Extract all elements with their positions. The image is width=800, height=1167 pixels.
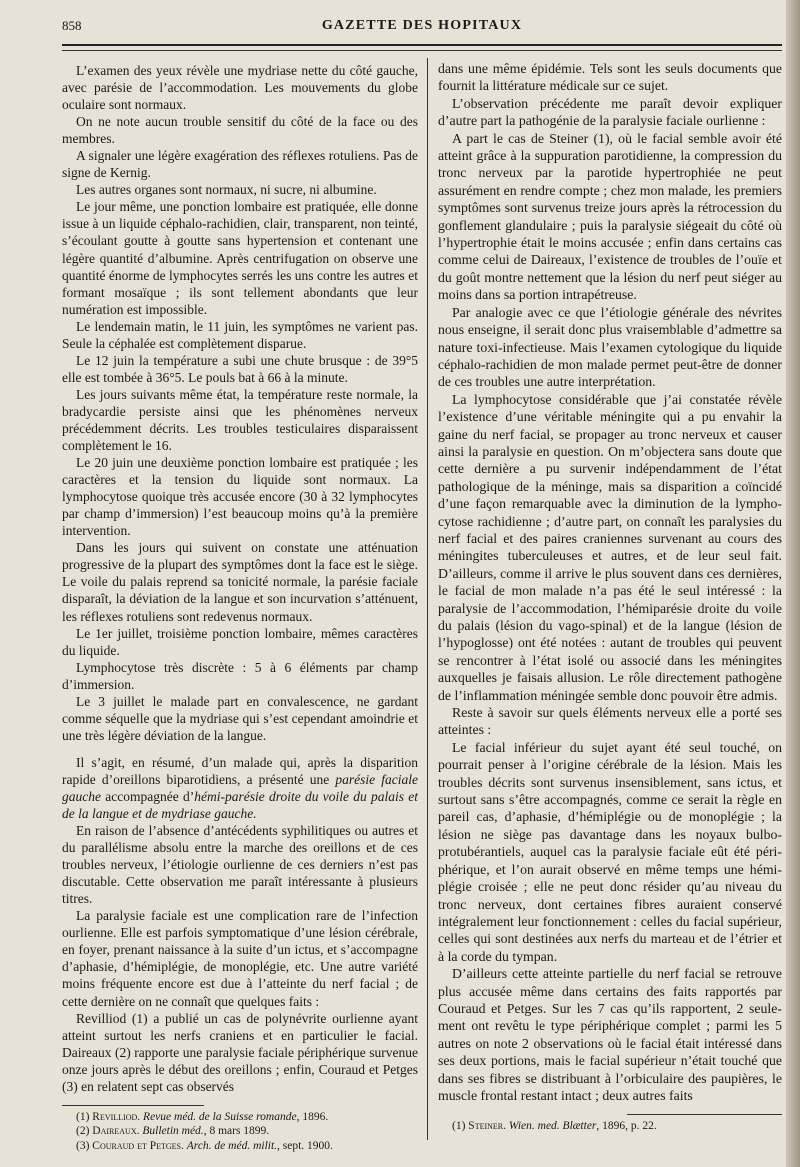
footnote-source: Bulletin méd. bbox=[142, 1125, 204, 1138]
paragraph: Le 3 juillet le malade part en convalescence, ne gardant comme séquelle que la mydriase qui s’est cependant amoindrie et une très légère déviation de la langue. bbox=[62, 693, 418, 743]
footnote-number: (1) bbox=[76, 1110, 90, 1123]
footnote bbox=[438, 1119, 782, 1134]
right-column bbox=[438, 60, 782, 1134]
footnote-rest: , sept. 1900. bbox=[277, 1139, 333, 1152]
paragraph: Les jours suivants même état, la température reste normale, la bradycardie persiste ainsi que les phénomènes nerveux précédemment décrits. Les troubles testiculaires disparaissent complètement le 16. bbox=[62, 386, 418, 454]
paragraph: La paralysie faciale est une complication rare de l’infection ourlienne. Elle est parfois symptomatique d’une lésion cérébrale, en foyer, prenant naissance à la suite d’un ictus, et s’accompagne d’aphasie, d’hémiplégie, de monoplégie, etc. Une autre variété moins fréquente encore est due à l’atteinte du nerf facial ; de cette dernière on ne connaît que quelques faits : bbox=[62, 908, 418, 1009]
paragraph: Le 1er juillet, troisième ponction lombaire, mêmes caractères du liquide. bbox=[62, 625, 418, 658]
header-rule-thick bbox=[62, 44, 782, 46]
footnote-number: (3) bbox=[76, 1139, 90, 1152]
paragraph: A part le cas de Steiner (1), où le facial semble avoir été atteint grâce à la suppuration parotidienne, la compression du tronc nerveux par la parotide hypertrophiée ne peut assurément en rendre compte ; chez mon malade, les premiers symptômes sont survenus treize jours après la rétrocession du gonflement glandulaire ; puis la paralysie siégeait du côté où l’hypertrophie était le moins accusée ; enfin dans certains cas comme celui de Daireaux, l’existence de troubles de l’ouïe et du goût montre nettement que la lésion du nerf peut siéger au moins dans sa portion intrapétreuse. bbox=[438, 130, 782, 303]
paragraph: Le lendemain matin, le 11 juin, les symptômes ne varient pas. Seule la céphalée est complètement disparue. bbox=[62, 318, 418, 351]
footnote-rest: , 8 mars 1899. bbox=[203, 1125, 270, 1138]
paragraph: dans une même épidémie. Tels sont les seuls documents que fournit la littérature médicale sur ce sujet. bbox=[438, 61, 782, 94]
paragraph: Le jour même, une ponction lombaire est pratiquée, elle donne issue à un liquide céphalo-rachidien, clair, transparent, non teinté, s’écoulant goutte à goutte sans hypertension et contenant une légère quantité d’albumine. Après centrifugation on observe une quantité énorme de lymphocytes serrés les uns contre les autres et formant mosaïque ; ils sont tellement abondants que leur numération est impossible. bbox=[62, 199, 418, 317]
left-column bbox=[62, 62, 418, 1153]
footnote-rule bbox=[62, 1105, 204, 1106]
page-number: 858 bbox=[62, 18, 82, 33]
footnote-source: Arch. de méd. milit. bbox=[186, 1139, 278, 1152]
paragraph: L’observation précédente me paraît devoir expliquer d’autre part la pathogénie de la paralysie faciale ourlienne : bbox=[438, 95, 782, 129]
paragraph: Les autres organes sont normaux, ni sucre, ni albumine. bbox=[76, 182, 377, 198]
paragraph: En raison de l’absence d’antécédents syphilitiques ou autres et du parallélisme absolu entre la marche des oreillons et de ces troubles nerveux, l’étiologie ourlienne de ces derniers n’est pas discutable. Cette observation me paraît intéressante à plusieurs titres. bbox=[62, 823, 418, 907]
footnote-number: (2) bbox=[76, 1125, 90, 1138]
summary-text: Il s’agit, en résumé, d’un malade qui, après la disparition rapide d’oreillons biparotidiens, a présenté une bbox=[62, 754, 418, 787]
footnote-rest: , 1896. bbox=[296, 1110, 329, 1123]
summary-paragraph bbox=[62, 754, 418, 822]
page-edge-shadow bbox=[786, 0, 800, 1167]
footnote-source: Wien. med. Blætter bbox=[508, 1120, 597, 1133]
page-header bbox=[62, 18, 782, 40]
paragraph: L’examen des yeux révèle une mydriase nette du côté gauche, avec parésie de l’accommodation. Les mouvements du globe oculaire sont normaux. bbox=[62, 63, 418, 113]
summary-text: accompagnée d’ bbox=[100, 788, 195, 804]
footnote bbox=[62, 1110, 418, 1125]
paragraph: A signaler une légère exagération des réflexes rotuliens. Pas de signe de Kernig. bbox=[62, 148, 418, 181]
summary-italic: hémi-parésie droite du voile du palais et de la langue et de mydriase gauche. bbox=[62, 788, 418, 822]
paragraph: Dans les jours qui suivent on constate une atténuation progressive de la plupart des symptômes dont la face est le siège. Le voile du palais reprend sa tonicité normale, la parésie faciale disparaît, la déviation de la langue et son incurvation s’atténuent, les réflexes rotuliens sont redevenus normaux. bbox=[62, 540, 418, 624]
paragraph: D’ailleurs cette atteinte partielle du nerf facial se retrouve plus accusée même dans certains des faits rapportés par Couraud et Petges. Sur les 7 cas qu’ils rapportent, 2 seulement ont revêtu le type périphérique complet ; parmi les 5 autres on note 2 observations où le facial était intéressé dans ses deux portions, mais le facial supérieur n’était touché que dans ses fibres se distribuant à l’orbiculaire des paupières, le muscle frontal restant intact ; deux autres faits bbox=[438, 966, 782, 1103]
footnote-author: Daireaux. bbox=[92, 1125, 140, 1138]
paragraph: La lymphocytose considérable que j’ai constatée révèle l’existence d’une véritable méningite qui a pu envahir la gaine du nerf facial, se propager au tronc nerveux et causer ainsi la paralysie en question. On m’objectera sans doute que cette dernière a pu survenir indépendamment de l’état pathologique de la méninge, mais sa disparition a coïncidé d’une façon remarquable avec la diminution de la lymphocytose rachidienne ; d’autre part, on connaît les paralysies du nerf facial et des paires craniennes survenant au cours des méningites tuberculeuses et autres, et de leur seul fait. D’ailleurs, comme il arrive le plus souvent dans ces dernières, le facial de mon malade n’a pas été le seul intéressé : la paralysie de l’accommodation, l’hémiparésie droite du voile du palais (lésion du vago-spinal) et de la langue (lésion de l’hypoglosse) ont été notées : autant de troubles qui peuvent se rencontrer à l’état isolé ou associé dans les méningites auxquelles je faisais allusion. Le rôle directement pathogène de l’inflammation méningée semble donc pouvoir être admis. bbox=[438, 391, 782, 703]
paragraph: Par analogie avec ce que l’étiologie générale des névrites nous enseigne, il serait donc plus vraisemblable d’admettre sa nature toxi-infectieuse. Mais l’examen cytologique du liquide céphalo-rachidien de mon malade permet peut-être de donner de ces troubles une autre interprétation. bbox=[438, 304, 782, 390]
footnote-rule bbox=[627, 1114, 782, 1115]
paragraph: Le 20 juin une deuxième ponction lombaire est pratiquée ; les caractères et la tension du liquide sont normaux. La lymphocytose quoique très accusée encore (30 à 32 lymphocytes par champ d’immersion) l’est beaucoup moins qu’à la première intervention. bbox=[62, 455, 418, 539]
column-divider bbox=[427, 58, 428, 1140]
footnote-rest: , 1896, p. 22. bbox=[596, 1120, 657, 1133]
paragraph: Le facial inférieur du sujet ayant été seul touché, on pourrait penser à l’origine cérébrale de la lésion. Mais les troubles décrits sont survenus insensiblement, sans ictus, et surtout sans s’être accompagnés, comme ce serait la règle en pareil cas, d’aphasie, d’hémiplégie ou de monoplégie ; la lésion ne siège pas davantage dans les noyaux bulbo-protubérantiels, auquel cas la paralysie faciale eût été périphérique, et l’on aurait observé en même temps une hémiplégie croisée ; elle ne peut donc résider qu’au niveau du tronc nerveux, dont certaines fibres auraient conservé intégralement leur fonctionnement : celles du facial supérieur, celles qui sont destinées aux nerfs du marteau et de l’étrier et à la corde du tympan. bbox=[438, 739, 782, 964]
footnote-author: Couraud et Petges. bbox=[92, 1139, 184, 1152]
summary-italic: parésie faciale gauche bbox=[62, 771, 418, 804]
footnote-author: Steiner. bbox=[468, 1120, 507, 1133]
footnote bbox=[62, 1124, 418, 1139]
footnote-number: (1) bbox=[452, 1120, 466, 1133]
section-gap bbox=[62, 744, 418, 754]
paragraph: Revilliod (1) a publié un cas de polynévrite ourlienne ayant atteint surtout les nerfs craniens et en particulier le facial. Daireaux (2) rapporte une paralysie faciale périphérique survenue onze jours après le début des oreillons ; enfin, Couraud et Petges (3) en relatent sept cas observés bbox=[62, 1010, 418, 1094]
footnote bbox=[62, 1139, 418, 1154]
paragraph: Reste à savoir sur quels éléments nerveux elle a porté ses atteintes : bbox=[438, 705, 782, 738]
paragraph: Le 12 juin la température a subi une chute brusque : de 39°5 elle est tombée à 36°5. Le pouls bat à 66 à la minute. bbox=[62, 352, 418, 385]
footnote-author: Revilliod. bbox=[92, 1110, 141, 1123]
paragraph: On ne note aucun trouble sensitif du côté de la face ou des membres. bbox=[62, 114, 418, 147]
footnote-source: Revue méd. de la Suisse romande bbox=[143, 1110, 297, 1123]
header-rule-thin bbox=[62, 50, 782, 51]
paragraph: Lymphocytose très discrète : 5 à 6 éléments par champ d’immersion. bbox=[62, 659, 418, 692]
running-title: GAZETTE DES HOPITAUX bbox=[321, 18, 523, 33]
